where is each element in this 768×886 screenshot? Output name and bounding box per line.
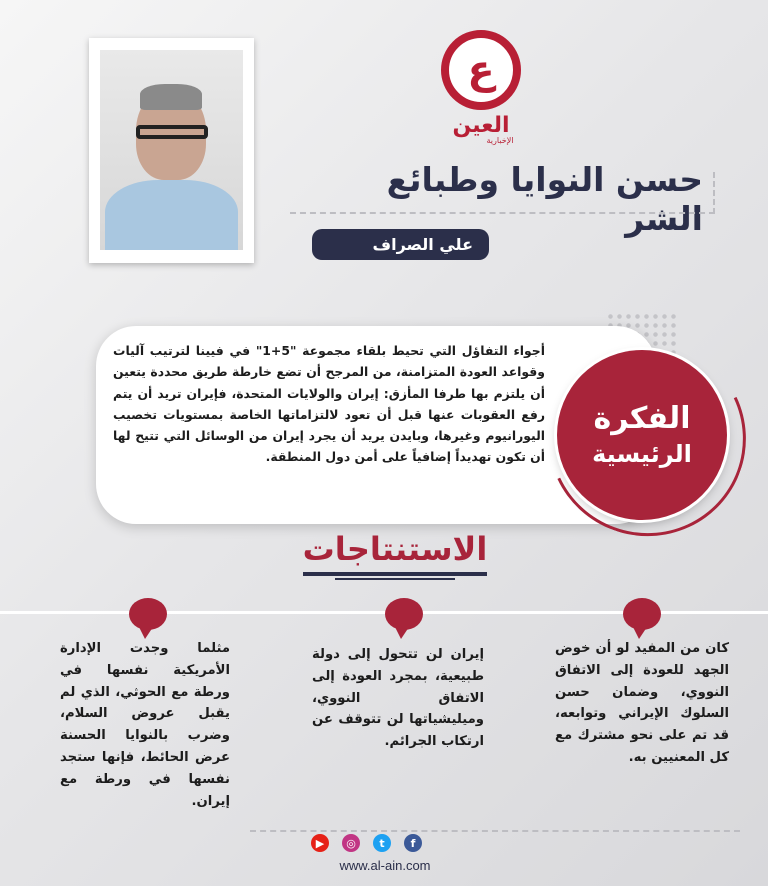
main-idea-heading-line2: الرئيسية (592, 440, 692, 468)
divider (713, 172, 715, 214)
logo-mark: ع (441, 30, 521, 110)
speech-bubble-icon (129, 598, 167, 630)
logo-subtitle: الإخبارية (486, 136, 514, 145)
conclusions-heading: الاستنتاجات (302, 530, 488, 568)
heading-underline (303, 572, 487, 576)
author-name: علي الصراف (312, 229, 489, 260)
website-link[interactable]: www.al-ain.com (339, 858, 431, 873)
conclusion-item-2: إيران لن تتحول إلى دولة طبيعية، بمجرد العودة إلى الاتفاق النووي، وميليشياتها لن تتوقف عن ارتكاب الجرائم. (312, 647, 484, 750)
heading-underline (335, 578, 455, 580)
speech-bubble-icon (385, 598, 423, 630)
twitter-icon[interactable]: t (373, 834, 391, 852)
facebook-icon[interactable]: f (404, 834, 422, 852)
divider (290, 212, 715, 214)
author-photo (89, 38, 254, 263)
speech-bubble-icon (623, 598, 661, 630)
conclusion-item-3: مثلما وجدت الإدارة الأمريكية نفسها في ورطة مع الحوثي، الذي لم يقبل عروض السلام، وضرب بالنوايا الحسنة عرض الحائط، فإنها ستجد نفسها في ورطة مع إيران. (60, 641, 230, 809)
brand-logo[interactable] (436, 30, 526, 150)
footer-divider (250, 830, 740, 832)
main-idea-heading-line1: الفكرة (593, 401, 691, 436)
youtube-icon[interactable]: ▶ (311, 834, 329, 852)
main-idea-text: أجواء التفاؤل التي تحيط بلقاء مجموعة "5+1" في فيينا لترتيب آليات وقواعد العودة المتزامنة، من المرجح أن تضع خارطة طريق محددة يتعين أن يلتزم بها طرفا المأزق: إيران والولايات المتحدة، فإيران تريد أن يتم رفع العقوبات عنها قبل أن تعود لالتزاماتها الخاصة بمستويات تخصيب اليورانيوم وغيرها، وبايدن يريد أن يجرد إيران من الوسائل التي تتيح لها أن تكون تهديداً إضافياً على أمن دول المنطقة. (113, 343, 545, 465)
main-idea-badge (557, 350, 727, 520)
logo-name: العين (452, 113, 510, 138)
conclusion-item-1: كان من المفيد لو أن خوض الجهد للعودة إلى الاتفاق النووي، وضمان حسن السلوك الإيراني وتوابعه، قد تم على نحو مشترك مع كل المعنيين به. (555, 641, 729, 765)
article-title: حسن النوايا وطبائع الشر (386, 160, 703, 238)
instagram-icon[interactable]: ◎ (342, 834, 360, 852)
